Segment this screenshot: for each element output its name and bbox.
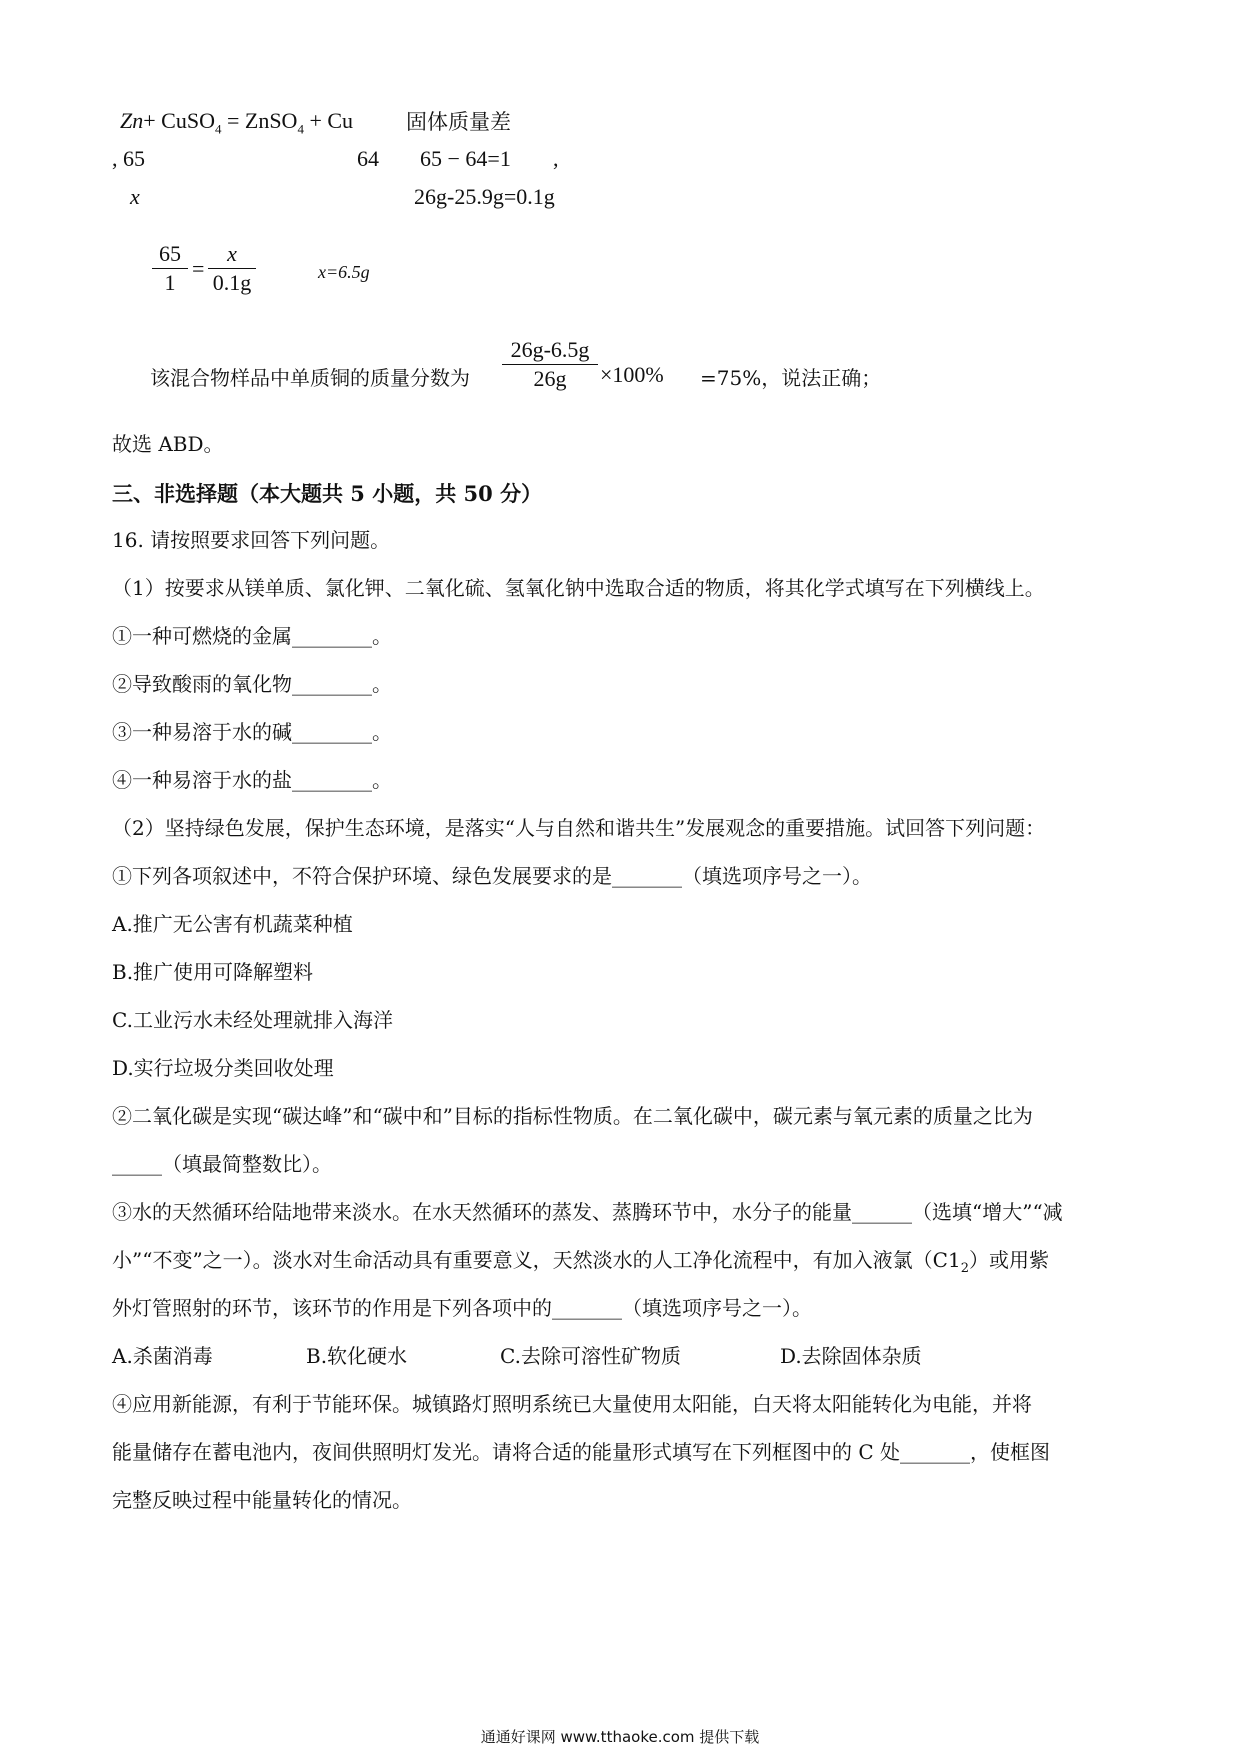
q16-part1: （1）按要求从镁单质、氯化钾、二氧化硫、氢氧化钠中选取合适的物质，将其化学式填写在下列横线上。 (112, 576, 1045, 600)
equals-sign: = (192, 256, 205, 281)
q16-option2-a: A.杀菌消毒 (112, 1344, 213, 1368)
q16-option-b: B.推广使用可降解塑料 (112, 960, 314, 984)
q16-option-d: D.实行垃圾分类回收处理 (112, 1056, 334, 1080)
row3-x: x (130, 184, 140, 209)
eq-znso: = ZnSO (221, 108, 298, 133)
q16-option2-c: C.去除可溶性矿物质 (500, 1344, 681, 1368)
reaction-equation (120, 108, 353, 137)
eq-cuso: + CuSO (143, 108, 215, 133)
q16-sub3-line1: ③水的天然循环给陆地带来淡水。在水天然循环的蒸发、蒸腾环节中，水分子的能量______（选填“增大”“减 (112, 1200, 1063, 1224)
mass-difference-label: 固体质量差 (406, 110, 511, 134)
q16-item-3: ③一种易溶于水的碱________。 (112, 720, 392, 744)
fraction-denominator: 26g (533, 366, 567, 391)
q16-part2: （2）坚持绿色发展，保护生态环境，是落实“人与自然和谐共生”发展观念的重要措施。试回答下列问题： (112, 816, 1046, 840)
q16-sub4-line1: ④应用新能源，有利于节能环保。城镇路灯照明系统已大量使用太阳能，白天将太阳能转化为电能，并将 (112, 1392, 1032, 1416)
eq-sub: 4 (297, 121, 304, 137)
q16-sub1: ①下列各项叙述中，不符合保护环境、绿色发展要求的是_______（填选项序号之一）。 (112, 864, 872, 888)
times-100-percent: ×100% (600, 362, 664, 387)
footer-watermark: 通通好课网 www.tthaoke.com 提供下载 (480, 1728, 760, 1746)
q16-option2-d: D.去除固体杂质 (780, 1344, 922, 1368)
q16-item-4: ④一种易溶于水的盐________。 (112, 768, 392, 792)
q16-option2-b: B.软化硬水 (306, 1344, 408, 1368)
eq-sub: 4 (214, 121, 222, 137)
q16-sub3-line3: 外灯管照射的环节，该环节的作用是下列各项中的_______（填选项序号之一）。 (112, 1296, 812, 1320)
q16-option-c: C.工业污水未经处理就排入海洋 (112, 1008, 393, 1032)
q16-title: 16. 请按照要求回答下列问题。 (112, 528, 391, 552)
answer-line: 故选 ABD。 (112, 432, 224, 456)
q16-sub4-line2: 能量储存在蓄电池内，夜间供照明灯发光。请将合适的能量形式填写在下列框图中的 C 处_______，使框图 (112, 1440, 1051, 1464)
x-result: x=6.5g (318, 262, 370, 282)
percent-times (600, 362, 664, 388)
q16-item-2: ②导致酸雨的氧化物________。 (112, 672, 392, 696)
percent-prefix: 该混合物样品中单质铜的质量分数为 (150, 366, 470, 390)
chlorine-subscript: 2 (960, 1261, 969, 1276)
q16-sub2-line1: ②二氧化碳是实现“碳达峰”和“碳中和”目标的指标性物质。在二氧化碳中，碳元素与氧元素的质量之比为 (112, 1104, 1033, 1128)
q16-sub4-line3: 完整反映过程中能量转化的情况。 (112, 1488, 412, 1512)
q16-sub3-line2-tail: ）或用紫 (968, 1248, 1049, 1272)
section-heading: 三、非选择题（本大题共 5 小题，共 50 分） (112, 481, 543, 506)
q16-sub2-line2: _____（填最简整数比）。 (112, 1152, 332, 1176)
percent-suffix: =75%，说法正确； (700, 366, 882, 390)
fraction-numerator: x (227, 241, 237, 266)
fraction-numerator: 65 (159, 241, 181, 266)
row2-64: 64 (357, 146, 379, 171)
row2-diff: 65 − 64=1 (420, 146, 511, 171)
q16-option-a: A.推广无公害有机蔬菜种植 (112, 912, 353, 936)
row3-mass: 26g-25.9g=0.1g (414, 184, 555, 209)
percent-fraction (502, 336, 598, 393)
fraction-denominator: 0.1g (212, 270, 252, 295)
fraction-numerator: 26g-6.5g (510, 337, 590, 362)
fraction-x-over-0.1g (208, 240, 256, 297)
q16-sub3-line2 (112, 1246, 1049, 1283)
fraction-denominator: 1 (164, 270, 176, 295)
eq-zn: Zn (120, 108, 144, 133)
fraction-65-over-1 (152, 240, 188, 297)
eq-cu: + Cu (303, 108, 354, 133)
row2-comma: , (553, 146, 559, 171)
q16-item-1: ①一种可燃烧的金属________。 (112, 624, 392, 648)
row2-prefix: , 65 (112, 146, 145, 171)
q16-sub3-line2-text: 小”“不变”之一）。淡水对生命活动具有重要意义，天然淡水的人工净化流程中，有加入液氯（C1 (112, 1248, 961, 1272)
